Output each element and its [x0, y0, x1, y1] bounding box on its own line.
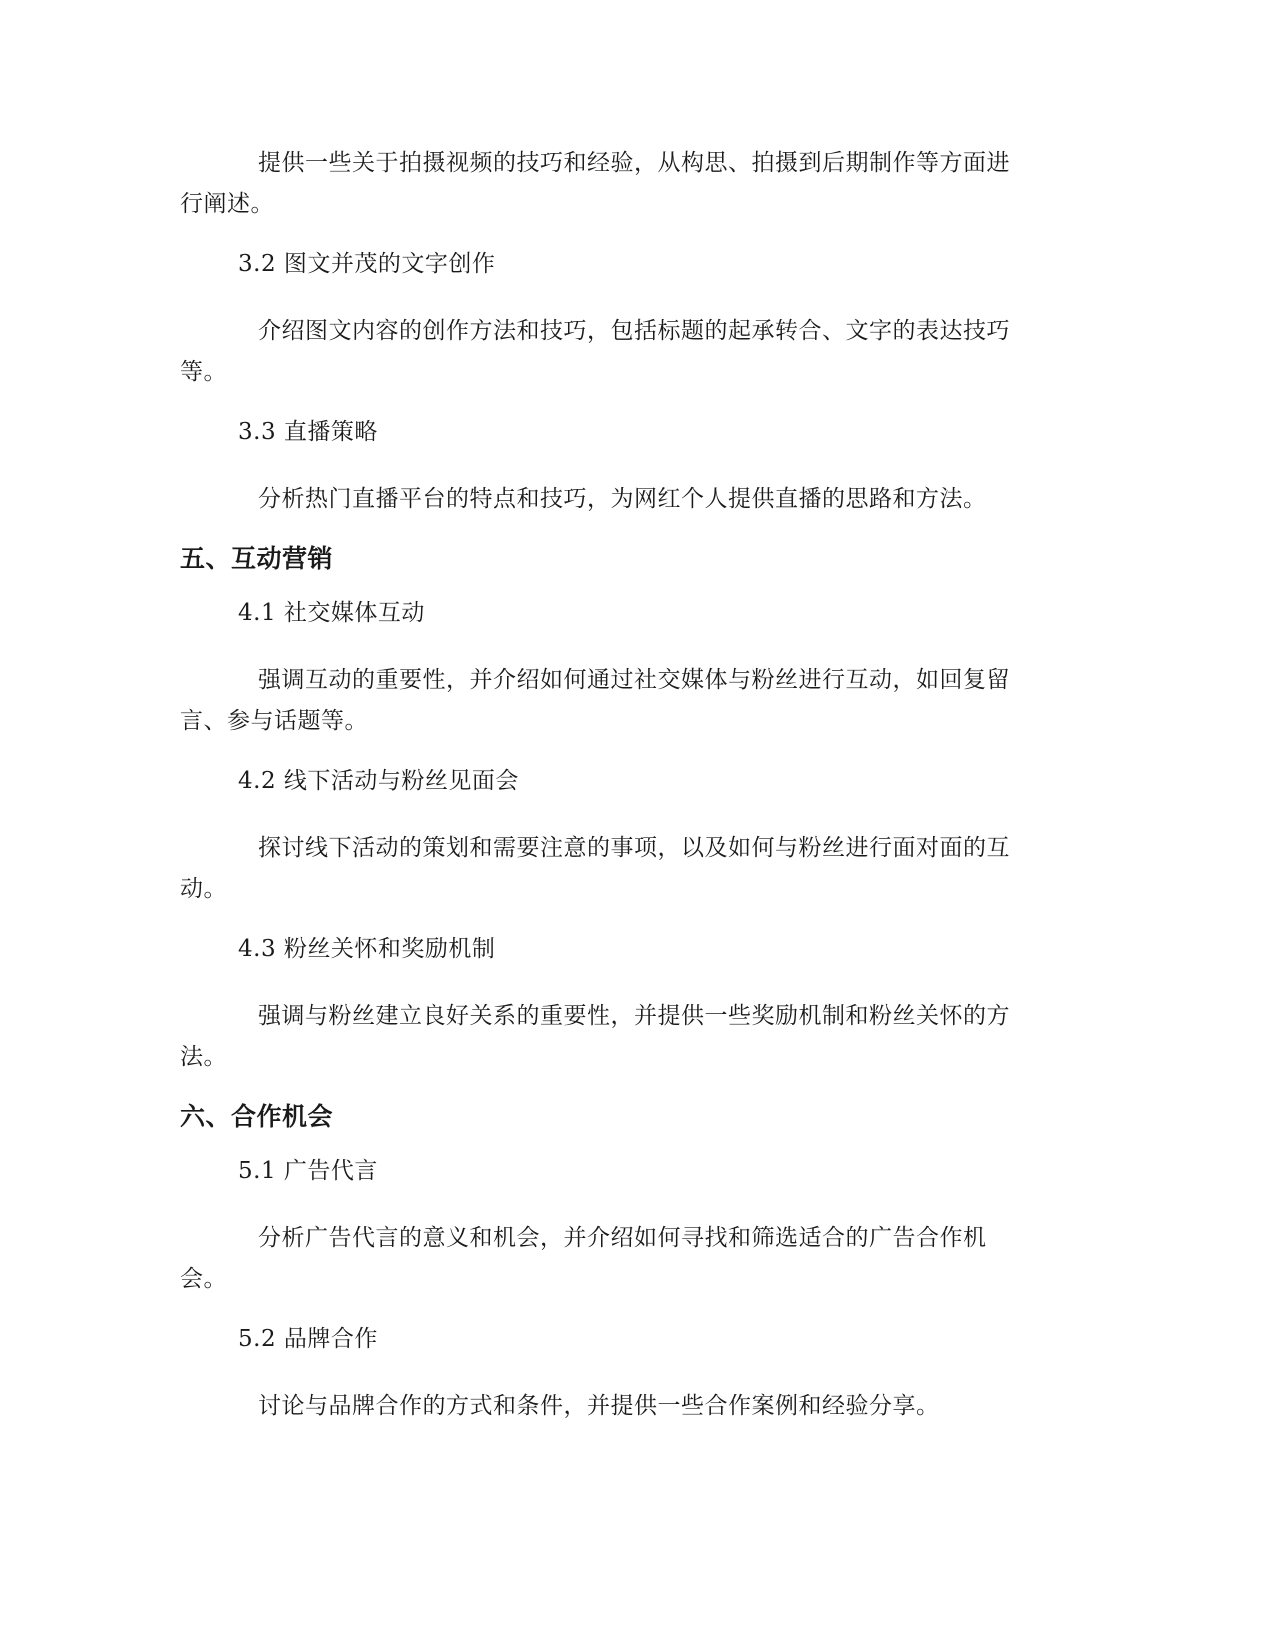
subheading-3-2: 3.2 图文并茂的文字创作: [238, 251, 496, 277]
subheading-4-1: 4.1 社交媒体互动: [238, 600, 425, 626]
section-heading-cooperation: 六、合作机会: [180, 1102, 334, 1131]
section-heading-interactive-marketing: 五、互动营销: [180, 544, 334, 573]
paragraph-brand-cooperation: 讨论与品牌合作的方式和条件，并提供一些合作案例和经验分享。: [258, 1393, 940, 1419]
paragraph-offline-events: 探讨线下活动的策划和需要注意的事项，以及如何与粉丝进行面对面的互动。: [180, 835, 1010, 902]
paragraph-livestream: 分析热门直播平台的特点和技巧，为网红个人提供直播的思路和方法。: [258, 486, 987, 512]
paragraph-image-text: 介绍图文内容的创作方法和技巧，包括标题的起承转合、文字的表达技巧等。: [180, 318, 1010, 385]
paragraph-fan-care: 强调与粉丝建立良好关系的重要性，并提供一些奖励机制和粉丝关怀的方法。: [180, 1003, 1010, 1070]
paragraph-social-media: 强调互动的重要性，并介绍如何通过社交媒体与粉丝进行互动，如回复留言、参与话题等。: [180, 667, 1010, 734]
document-body: [180, 143, 1020, 1450]
subheading-4-3: 4.3 粉丝关怀和奖励机制: [238, 936, 496, 962]
subheading-5-1: 5.1 广告代言: [238, 1158, 378, 1184]
paragraph-video-tips: 提供一些关于拍摄视频的技巧和经验，从构思、拍摄到后期制作等方面进行阐述。: [180, 150, 1010, 217]
paragraph-endorsement: 分析广告代言的意义和机会，并介绍如何寻找和筛选适合的广告合作机会。: [180, 1225, 987, 1292]
subheading-5-2: 5.2 品牌合作: [238, 1326, 378, 1352]
subheading-4-2: 4.2 线下活动与粉丝见面会: [238, 768, 519, 794]
subheading-3-3: 3.3 直播策略: [238, 419, 378, 445]
